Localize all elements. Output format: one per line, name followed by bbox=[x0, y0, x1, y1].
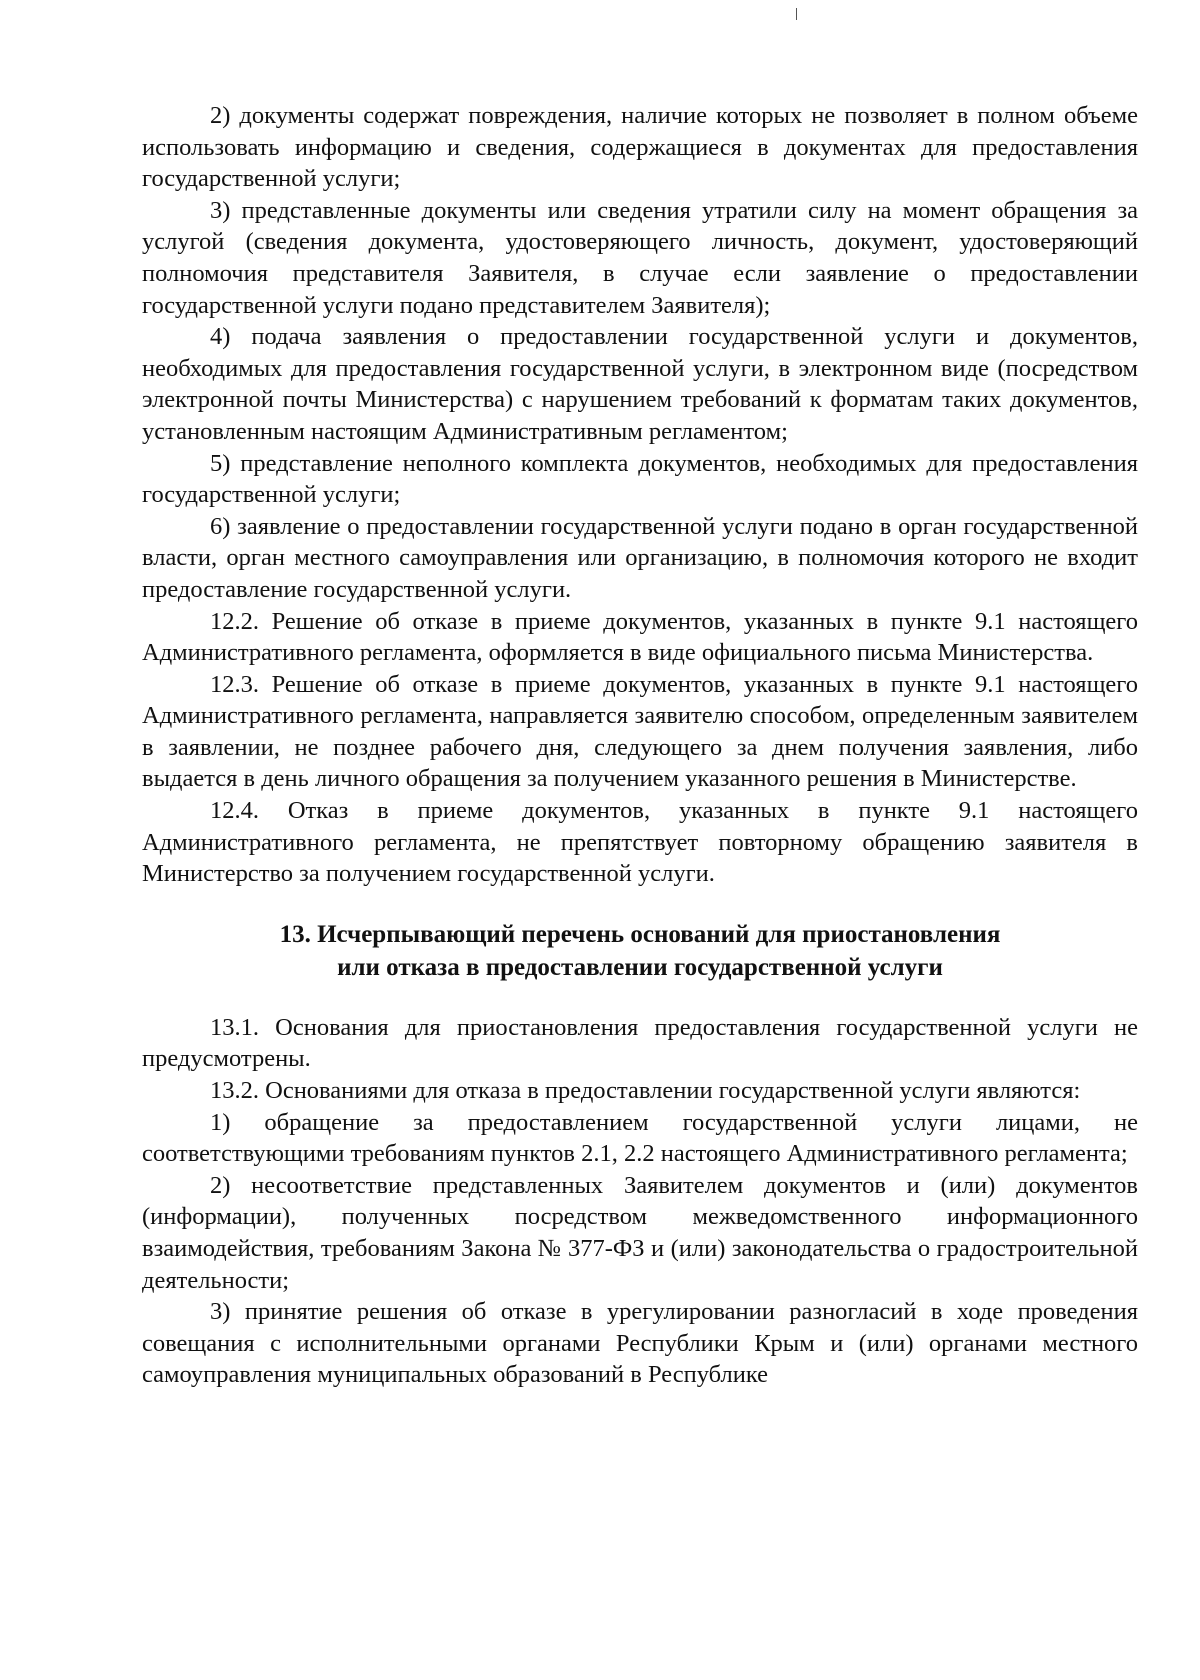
paragraph: 2) несоответствие представленных Заявителем документов и (или) документов (информации), полученных посредством межведомственного информационного взаимодействия, требованиям Закона № 377-ФЗ и (или) законодательства о градостроительной деятельности; bbox=[142, 1171, 1138, 1294]
section-heading-line-2: или отказа в предоставлении государственной услуги bbox=[337, 953, 943, 981]
paragraph: 6) заявление о предоставлении государственной услуги подано в орган государственной власти, орган местного самоуправления или организацию, в полномочия которого не входит предоставление государственной услуги. bbox=[142, 512, 1138, 603]
paragraph: 5) представление неполного комплекта документов, необходимых для предоставления государственной услуги; bbox=[142, 449, 1138, 509]
paragraph: 3) принятие решения об отказе в урегулировании разногласий в ходе проведения совещания с исполнительными органами Республики Крым и (или) органами местного самоуправления муниципальных образований в Республике bbox=[142, 1298, 1138, 1389]
section-heading-line-1: 13. Исчерпывающий перечень оснований для приостановления bbox=[279, 920, 1001, 948]
paragraph: 12.2. Решение об отказе в приеме документов, указанных в пункте 9.1 настоящего Административного регламента, оформляется в виде официального письма Министерства. bbox=[142, 607, 1138, 667]
paragraph: 1) обращение за предоставлением государственной услуги лицами, не соответствующими требованиям пунктов 2.1, 2.2 настоящего Административного регламента; bbox=[142, 1108, 1138, 1168]
paragraph: 4) подача заявления о предоставлении государственной услуги и документов, необходимых для предоставления государственной услуги, в электронном виде (посредством электронной почты Министерства) с нарушением требований к форматам таких документов, установленным настоящим Административным регламентом; bbox=[142, 323, 1138, 445]
section-heading bbox=[142, 918, 1138, 984]
document-page bbox=[142, 100, 1138, 1391]
paragraph: 12.4. Отказ в приеме документов, указанных в пункте 9.1 настоящего Административного регламента, не препятствует повторному обращению заявителя в Министерство за получением государственной услуги. bbox=[142, 797, 1138, 888]
paragraph: 3) представленные документы или сведения утратили силу на момент обращения за услугой (сведения документа, удостоверяющего личность, документ, удостоверяющий полномочия представителя Заявителя, в случае если заявление о предоставлении государственной услуги подано представителем Заявителя); bbox=[142, 196, 1138, 319]
paragraph: 12.3. Решение об отказе в приеме документов, указанных в пункте 9.1 настоящего Административного регламента, направляется заявителю способом, определенным заявителем в заявлении, не позднее рабочего дня, следующего за днем получения заявления, либо выдается в день личного обращения за получением указанного решения в Министерстве. bbox=[142, 670, 1138, 793]
paragraph: 13.2. Основаниями для отказа в предоставлении государственной услуги являются: bbox=[210, 1077, 1081, 1105]
paragraph: 13.1. Основания для приостановления предоставления государственной услуги не предусмотрены. bbox=[142, 1013, 1138, 1073]
paragraph: 2) документы содержат повреждения, наличие которых не позволяет в полном объеме использовать информацию и сведения, содержащиеся в документах для предоставления государственной услуги; bbox=[142, 102, 1138, 193]
page-mark bbox=[796, 8, 797, 20]
